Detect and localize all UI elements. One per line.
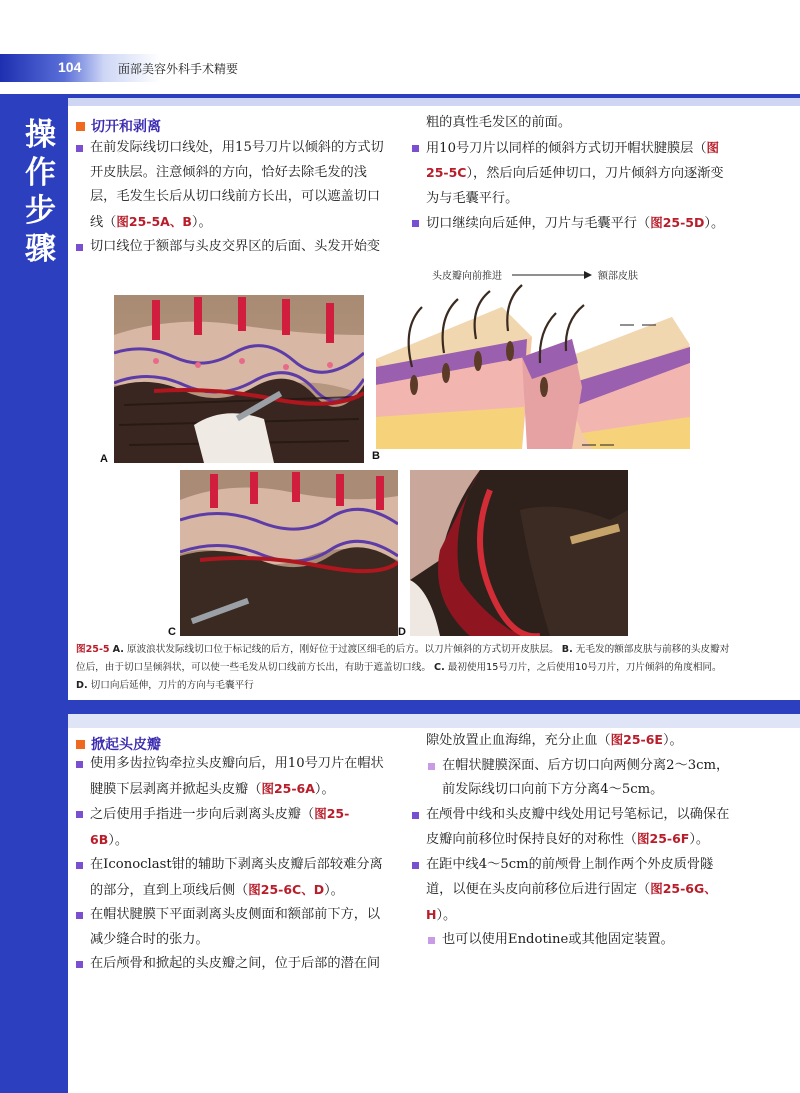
surgical-photo-a (114, 295, 364, 463)
item-text: 在帽状腱膜深面、后方切口向两侧分离2～3cm，前发际线切口向前下方分离4～5cm。 (442, 757, 730, 797)
side-tab-char: 作 (25, 155, 56, 191)
heading-square-icon (76, 740, 85, 749)
surgical-photo-c (180, 470, 398, 636)
bullet-icon (76, 961, 83, 968)
bullet-icon (76, 761, 83, 768)
figure-reference: 图25-5A、B (116, 213, 192, 229)
page-number: 104 (58, 59, 82, 75)
caption-figure-number: 图25-5 (76, 644, 110, 655)
side-tab-label (25, 116, 65, 268)
panel-label-d: D (398, 626, 406, 638)
list-item (76, 853, 386, 903)
item-text: 切口线位于额部与头皮交界区的后面、头发开始变 (90, 239, 381, 254)
bullet-icon (76, 811, 83, 818)
diagram-label-forehead: 额部皮肤 (598, 271, 638, 282)
side-tab-char: 骤 (25, 231, 56, 267)
item-text: 在前发际线切口线处，用15号刀片以倾斜的方式切开皮肤层。注意倾斜的方向，恰好去除毛发的浅层，毛发生长后从切口线前方长出，可以遮盖切口线（ (90, 140, 384, 230)
list-item (76, 235, 386, 260)
item-text: 隙处放置止血海绵，充分止血（ (426, 733, 611, 748)
arrow-head-icon (584, 271, 592, 279)
panel-label-b: B (372, 450, 380, 462)
section2-right-column (412, 728, 732, 953)
page-header (0, 54, 800, 82)
section-heading-flap (76, 734, 161, 754)
section-heading-text: 掀起头皮瓣 (91, 737, 161, 753)
figure-reference: 图25-6G、H (426, 881, 717, 922)
figure-reference: 图25-6A (261, 780, 315, 796)
side-tab-char: 操 (25, 117, 56, 153)
item-text: ），然后向后延伸切口，刀片倾斜方向逐渐变为与毛囊平行。 (426, 166, 724, 206)
item-text: ）。 (314, 781, 335, 797)
bullet-icon (76, 912, 83, 919)
figure-panel-d-photo (410, 470, 628, 636)
item-text: ）。 (191, 214, 212, 230)
list-item (76, 903, 386, 952)
bullet-icon (412, 862, 419, 869)
bullet-icon (76, 244, 83, 251)
list-item (76, 136, 386, 235)
bullet-icon (428, 763, 435, 770)
item-text: 切口继续向后延伸，刀片与毛囊平行（ (426, 216, 651, 231)
heading-square-icon (76, 122, 85, 131)
list-item (412, 803, 732, 853)
item-text: 在帽状腱膜下平面剥离头皮侧面和额部前下方，以减少缝合时的张力。 (90, 907, 381, 947)
list-item (76, 802, 386, 853)
list-subitem (412, 754, 732, 803)
skin-layer-diagram (372, 267, 694, 463)
panel-label-c: C (168, 626, 176, 638)
caption-text: 原波浪状发际线切口位于标记线的后方，刚好位于过渡区细毛的后方。以刀片倾斜的方式切开皮肤层。 (126, 644, 559, 655)
figure-caption (76, 641, 736, 695)
item-text: 在颅骨中线和头皮瓣中线处用记号笔标记，以确保在皮瓣向前移位时保持良好的对称性（ (426, 806, 730, 847)
section-separator (68, 700, 800, 714)
caption-label: C. (434, 662, 445, 673)
surgical-photo-d (410, 470, 628, 636)
figure-panel-c-photo (180, 470, 398, 636)
section-separator-light (68, 714, 800, 728)
list-item (412, 853, 732, 929)
caption-text: 无毛发的额部皮肤与前移的头皮瓣对位后，由于切口呈倾斜状，可以使一些毛发从切口线前方长出，有助于遮盖切口线。 (76, 644, 730, 673)
item-text: 用10号刀片以同样的倾斜方式切开帽状腱膜层（ (426, 140, 707, 156)
figure-reference: 图25-6F (637, 831, 690, 846)
caption-label: D. (76, 680, 88, 691)
figure-panel-b-diagram (372, 267, 694, 463)
item-text: ）。 (689, 832, 710, 847)
item-text: 在Iconoclast钳的辅助下剥离头皮瓣后部较难分离的部分，直到上项线后侧（ (90, 857, 383, 898)
section-heading-incision (76, 116, 161, 136)
panel-label-a: A (100, 453, 108, 465)
figure-reference: 图25-6E (610, 732, 663, 747)
continued-text (412, 728, 732, 754)
item-text: ）。 (436, 907, 457, 923)
item-text: 也可以使用Endotine或其他固定装置。 (442, 932, 674, 947)
caption-label: A. (112, 644, 124, 655)
item-text: ）。 (324, 882, 344, 898)
section1-right-column (412, 111, 732, 237)
list-item (412, 136, 732, 212)
side-tab-char: 步 (25, 193, 56, 229)
figure-reference: 图25-5D (650, 215, 705, 230)
item-text: 使用多齿拉钩牵拉头皮瓣向后，用10号刀片在帽状腱膜下层剥离并掀起头皮瓣（ (90, 756, 384, 797)
figure-reference: 图25-6B (90, 806, 350, 847)
bullet-icon (428, 937, 435, 944)
list-item (76, 952, 386, 977)
list-item (76, 752, 386, 802)
caption-text: 最初使用15号刀片，之后使用10号刀片，刀片倾斜的角度相同。 (447, 662, 722, 673)
caption-label: B. (561, 644, 573, 655)
item-text: ）。 (108, 832, 129, 848)
section-top-band (68, 98, 800, 106)
bullet-icon (76, 145, 83, 152)
bullet-icon (412, 812, 419, 819)
section1-left-column (76, 136, 386, 260)
caption-text: 切口向后延伸，刀片的方向与毛囊平行 (90, 680, 254, 691)
list-subitem (412, 928, 732, 953)
list-item (412, 211, 732, 237)
running-title: 面部美容外科手术精要 (118, 62, 239, 76)
figure-reference: 图25-5C (426, 139, 720, 180)
section-heading-text: 切开和剥离 (91, 119, 161, 135)
diagram-label-advance: 头皮瓣向前推进 (432, 271, 502, 282)
bullet-icon (412, 145, 419, 152)
item-text: 在距中线4～5cm的前颅骨上制作两个外皮质骨隧道，以便在头皮向前移位后进行固定（ (426, 856, 714, 897)
figure-panel-a-photo (114, 295, 364, 463)
item-text: ）。 (662, 733, 683, 748)
figure-reference: 图25-6C、D (248, 881, 325, 897)
bullet-icon (412, 220, 419, 227)
item-text: 在后颅骨和掀起的头皮瓣之间，位于后部的潜在间 (90, 956, 381, 971)
section2-left-column (76, 752, 386, 977)
item-text: ）。 (704, 216, 725, 231)
continued-text: 粗的真性毛发区的前面。 (426, 115, 572, 130)
bullet-icon (76, 862, 83, 869)
item-text: 之后使用手指进一步向后剥离头皮瓣（ (90, 807, 315, 822)
